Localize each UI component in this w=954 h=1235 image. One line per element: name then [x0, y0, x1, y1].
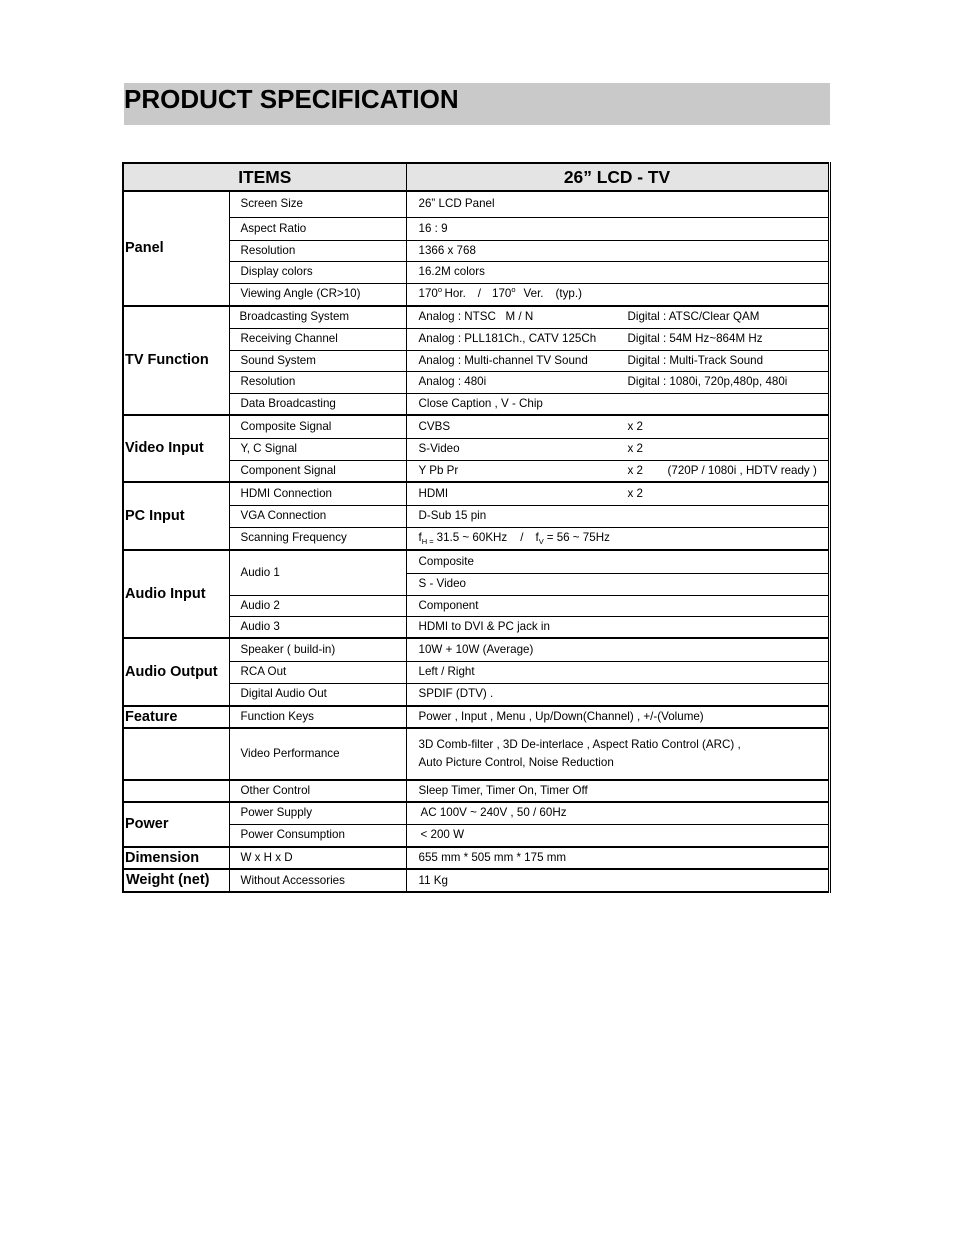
category-feature: Feature [123, 706, 229, 728]
item-weight: Without Accessories [229, 869, 406, 892]
table-row [123, 217, 829, 240]
header-model: 26” LCD - TV [406, 163, 829, 191]
value-component-signal [406, 460, 829, 482]
item-screen-size: Screen Size [229, 191, 406, 217]
table-row [123, 847, 829, 869]
viewing-angle-separator: / [477, 287, 482, 301]
table-row [123, 802, 829, 824]
value-tv-resolution [406, 371, 829, 393]
item-audio-2: Audio 2 [229, 595, 406, 616]
value-video-performance [406, 728, 829, 780]
viewing-angle-vertical: 170 [492, 287, 512, 301]
table-row [123, 780, 829, 802]
video-performance-line: Auto Picture Control, Noise Reduction [418, 756, 614, 769]
value-aspect-ratio: 16 : 9 [406, 217, 829, 240]
table-row [123, 438, 829, 460]
table-row [123, 706, 829, 728]
category-panel: Panel [123, 191, 229, 306]
item-sound-system: Sound System [229, 350, 406, 371]
table-row [123, 550, 829, 573]
analog-value: Analog : Multi-channel TV Sound [418, 353, 588, 367]
table-header-row [123, 163, 829, 191]
item-rca-out: RCA Out [229, 661, 406, 683]
value-audio-1-s-video: S - Video [406, 573, 829, 595]
value-vga-connection: D-Sub 15 pin [406, 505, 829, 527]
table-row [123, 683, 829, 706]
value-speaker: 10W + 10W (Average) [406, 638, 829, 661]
digital-value: Digital : 54M Hz~864M Hz [627, 332, 763, 345]
value-audio-1-composite: Composite [406, 550, 829, 573]
connector-quantity: x 2 [627, 486, 643, 500]
table-row [123, 728, 829, 780]
table-row [123, 505, 829, 527]
header-items: ITEMS [123, 163, 406, 191]
table-row [123, 616, 829, 638]
horizontal-range: 31.5 ~ 60KHz [436, 531, 508, 545]
horizontal-subscript: H = [421, 537, 434, 547]
video-performance-line: 3D Comb-filter , 3D De-interlace , Aspect Ratio Control (ARC) , [418, 738, 741, 751]
table-row [123, 595, 829, 616]
table-row [123, 283, 829, 306]
value-power-supply: AC 100V ~ 240V , 50 / 60Hz [406, 802, 829, 824]
frequency-separator: / [520, 531, 524, 545]
category-empty-cell [123, 780, 229, 802]
item-composite-signal: Composite Signal [229, 415, 406, 438]
vertical-subscript: V [538, 537, 544, 547]
item-yc-signal: Y, C Signal [229, 438, 406, 460]
item-receiving-channel: Receiving Channel [229, 328, 406, 350]
item-function-keys: Function Keys [229, 706, 406, 728]
table-row [123, 661, 829, 683]
item-hdmi-connection: HDMI Connection [229, 482, 406, 505]
degree-mark: o [511, 285, 516, 295]
table-row [123, 261, 829, 283]
value-function-keys: Power , Input , Menu , Up/Down(Channel) , +/-(Volume) [406, 706, 829, 728]
viewing-angle-horizontal: 170 [418, 287, 438, 301]
item-power-consumption: Power Consumption [229, 824, 406, 847]
table-row [123, 638, 829, 661]
digital-value: Digital : ATSC/Clear QAM [627, 310, 760, 324]
value-sound-system [406, 350, 829, 371]
degree-mark: o [437, 285, 443, 295]
value-weight: 11 Kg [406, 869, 829, 892]
signal-type: CVBS [418, 419, 451, 433]
table-row [123, 393, 829, 415]
category-pc-input: PC Input [123, 482, 229, 550]
item-audio-3: Audio 3 [229, 616, 406, 638]
frequency-symbol: f [418, 531, 422, 545]
value-data-broadcasting: Close Caption , V - Chip [406, 393, 829, 415]
value-other-control: Sleep Timer, Timer On, Timer Off [406, 780, 829, 802]
item-dimension: W x H x D [229, 847, 406, 869]
category-dimension: Dimension [123, 847, 229, 869]
item-viewing-angle: Viewing Angle (CR>10) [229, 283, 406, 306]
category-audio-output: Audio Output [123, 638, 229, 706]
table-row [123, 371, 829, 393]
signal-quantity: x 2 [627, 442, 643, 455]
digital-value: Digital : 1080i, 720p,480p, 480i [627, 375, 788, 388]
item-audio-1: Audio 1 [229, 550, 406, 595]
table-row [123, 328, 829, 350]
value-display-colors: 16.2M colors [406, 261, 829, 283]
table-row [123, 306, 829, 328]
table-row [123, 527, 829, 550]
table-row [123, 191, 829, 217]
value-scanning-frequency [406, 527, 829, 550]
item-scanning-frequency: Scanning Frequency [229, 527, 406, 550]
value-viewing-angle [406, 283, 829, 306]
value-panel-resolution: 1366 x 768 [406, 240, 829, 261]
item-power-supply: Power Supply [229, 802, 406, 824]
item-display-colors: Display colors [229, 261, 406, 283]
item-data-broadcasting: Data Broadcasting [229, 393, 406, 415]
category-video-input: Video Input [123, 415, 229, 482]
item-vga-connection: VGA Connection [229, 505, 406, 527]
item-aspect-ratio: Aspect Ratio [229, 217, 406, 240]
item-other-control: Other Control [229, 780, 406, 802]
value-audio-2: Component [406, 595, 829, 616]
analog-value: Analog : PLL181Ch., CATV 125Ch [418, 332, 597, 345]
item-video-performance: Video Performance [229, 728, 406, 780]
value-power-consumption: < 200 W [406, 824, 829, 847]
category-power: Power [123, 802, 229, 847]
value-composite-signal [406, 415, 829, 438]
spec-table [122, 162, 831, 893]
item-tv-resolution: Resolution [229, 371, 406, 393]
item-component-signal: Component Signal [229, 460, 406, 482]
analog-value: Analog : NTSC M / N [418, 310, 534, 324]
item-broadcasting-system: Broadcasting System [229, 306, 406, 328]
signal-note: (720P / 1080i , HDTV ready ) [667, 463, 817, 477]
viewing-angle-typical: (typ.) [555, 287, 582, 301]
table-row [123, 350, 829, 371]
category-audio-input: Audio Input [123, 550, 229, 638]
item-digital-audio-out: Digital Audio Out [229, 683, 406, 706]
spec-table-body [123, 163, 829, 892]
value-yc-signal [406, 438, 829, 460]
category-empty-cell [123, 728, 229, 780]
signal-quantity: x 2 [627, 463, 643, 477]
connector-type: HDMI [418, 486, 449, 500]
value-rca-out: Left / Right [406, 661, 829, 683]
item-panel-resolution: Resolution [229, 240, 406, 261]
value-screen-size: 26” LCD Panel [406, 191, 829, 217]
table-row [123, 824, 829, 847]
viewing-angle-vertical-label: Ver. [523, 287, 544, 301]
table-row [123, 482, 829, 505]
analog-value: Analog : 480i [418, 375, 487, 388]
page-title: PRODUCT SPECIFICATION [124, 84, 459, 114]
category-weight: Weight (net) [123, 869, 229, 892]
signal-type: Y Pb Pr [418, 463, 459, 477]
viewing-angle-horizontal-label: Hor. [444, 287, 466, 301]
table-row [123, 415, 829, 438]
value-digital-audio-out: SPDIF (DTV) . [406, 683, 829, 706]
table-row [123, 869, 829, 892]
item-speaker: Speaker ( build-in) [229, 638, 406, 661]
value-broadcasting-system [406, 306, 829, 328]
signal-quantity: x 2 [627, 419, 643, 433]
title-bar [124, 83, 830, 125]
table-row [123, 460, 829, 482]
signal-type: S-Video [418, 442, 460, 455]
category-tv-function: TV Function [123, 306, 229, 415]
vertical-range: = 56 ~ 75Hz [546, 531, 610, 545]
value-dimension: 655 mm * 505 mm * 175 mm [406, 847, 829, 869]
frequency-symbol: f [535, 531, 539, 545]
table-row [123, 240, 829, 261]
value-hdmi-connection [406, 482, 829, 505]
value-receiving-channel [406, 328, 829, 350]
digital-value: Digital : Multi-Track Sound [627, 353, 764, 367]
value-audio-3: HDMI to DVI & PC jack in [406, 616, 829, 638]
